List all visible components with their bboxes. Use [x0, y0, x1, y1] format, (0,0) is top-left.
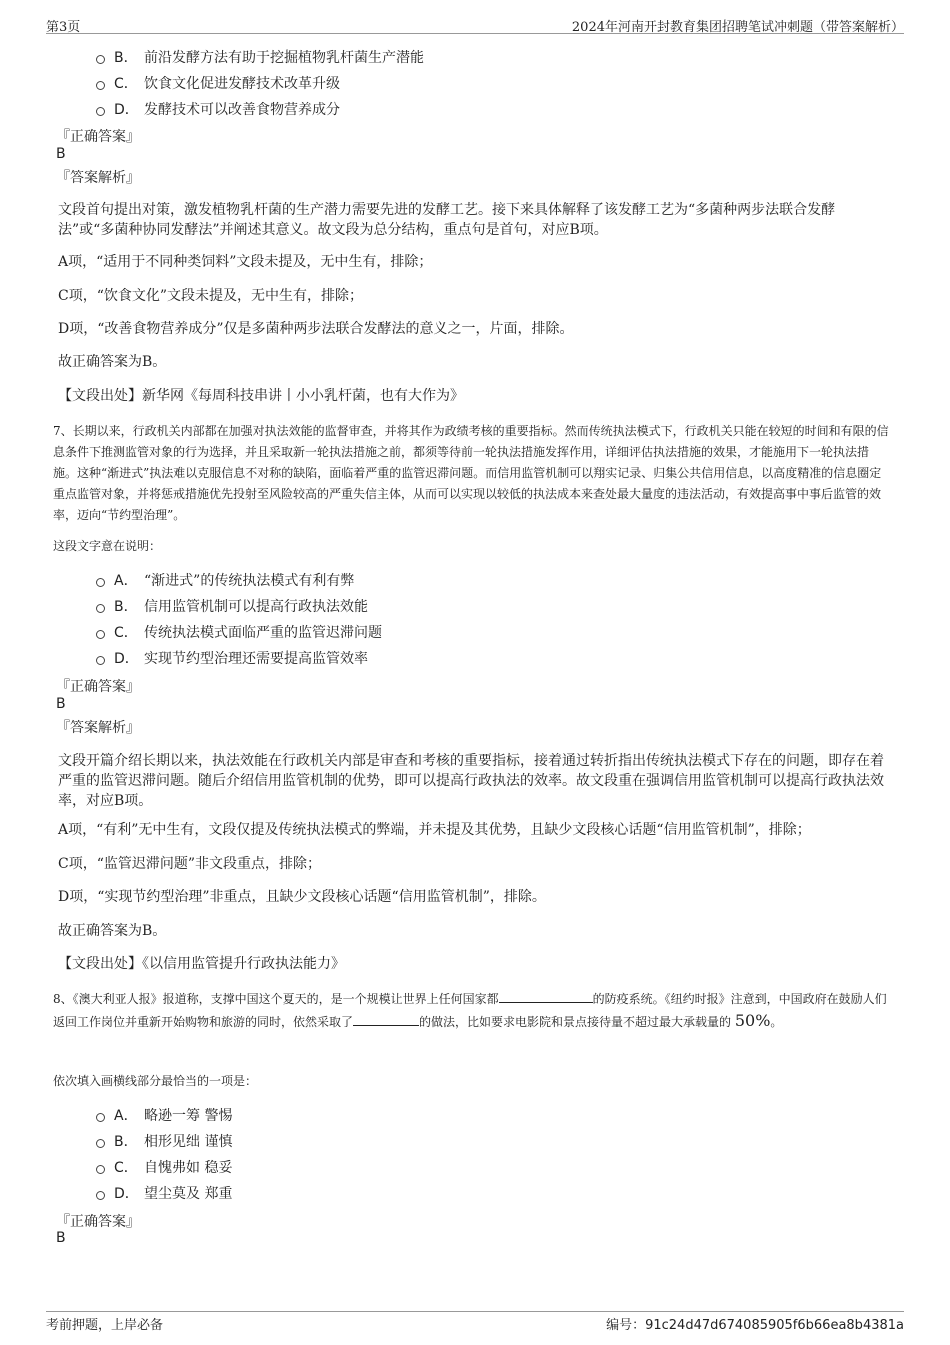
- q7-answer: B: [56, 696, 66, 712]
- option-text: 传统执法模式面临严重的监管迟滞问题: [144, 625, 382, 641]
- q7-analysis-paragraph: C项，“监管迟滞问题”非文段重点，排除；: [58, 856, 322, 872]
- option-text: 相形见绌 谨慎: [144, 1134, 233, 1150]
- q8-text-part: 的做法，比如要求电影院和景点接待量不超过最大承载量的: [419, 1015, 732, 1029]
- q7-lead: 这段文字意在说明：: [53, 539, 162, 553]
- code-label: 编号：: [606, 1318, 646, 1333]
- q8-text-part: 8、《澳大利亚人报》报道称，支撑中国这个夏天的，是一个规模让世界上任何国家都: [53, 992, 499, 1006]
- q8-text-part: 。: [770, 1015, 783, 1029]
- option-letter: D．: [114, 1186, 139, 1202]
- q7-answer-label: 『正确答案』: [56, 679, 140, 695]
- radio-icon[interactable]: [96, 656, 105, 665]
- q6-option-b[interactable]: [96, 46, 424, 68]
- radio-icon[interactable]: [96, 1165, 105, 1174]
- document-code: [606, 1314, 904, 1333]
- footer-slogan: 考前押题，上岸必备: [46, 1318, 164, 1333]
- q7-source: 【文段出处】《以信用监管提升行政执法能力》: [58, 956, 345, 972]
- q6-analysis-paragraph: C项，“饮食文化”文段未提及，无中生有，排除；: [58, 288, 364, 304]
- option-text: “渐进式”的传统执法模式有利有弊: [144, 573, 355, 589]
- q8-option-c[interactable]: [96, 1156, 232, 1178]
- q6-option-d[interactable]: [96, 98, 340, 120]
- q8-answer: B: [56, 1230, 66, 1246]
- percent-value: 50%: [734, 1011, 771, 1030]
- q8-lead: 依次填入画横线部分最恰当的一项是：: [53, 1074, 258, 1088]
- q7-analysis-paragraph: 故正确答案为B。: [58, 923, 167, 939]
- fill-blank-2[interactable]: [353, 1012, 419, 1026]
- q7-analysis-paragraph: D项，“实现节约型治理”非重点，且缺少文段核心话题“信用监管机制”，排除。: [58, 889, 546, 905]
- option-letter: D．: [114, 651, 139, 667]
- option-letter: C．: [114, 1160, 138, 1176]
- q6-analysis-paragraph: 故正确答案为B。: [58, 354, 167, 370]
- q7-option-a[interactable]: [96, 569, 354, 591]
- q6-analysis-paragraph: 文段首句提出对策，激发植物乳杆菌的生产潜力需要先进的发酵工艺。接下来具体解释了该发酵工艺为“多菌种两步法联合发酵法”或“多菌种协同发酵法”并阐述其意义。故文段为总分结构，重点句是首句，对应B项。: [58, 202, 836, 238]
- option-letter: B．: [114, 1134, 138, 1150]
- option-text: 发酵技术可以改善食物营养成分: [144, 102, 340, 118]
- option-letter: D．: [114, 102, 139, 118]
- radio-icon[interactable]: [96, 578, 105, 587]
- q7-analysis-paragraph: 文段开篇介绍长期以来，执法效能在行政机关内部是审查和考核的重要指标，接着通过转折指出传统执法模式下存在的问题，即存在着严重的监管迟滞问题。随后介绍信用监管机制的优势，即可以提高行政执法的效率。故文段重在强调信用监管机制可以提高行政执法效率，对应B项。: [58, 753, 884, 809]
- option-letter: B．: [114, 599, 138, 615]
- q8-question-text: [53, 989, 892, 1033]
- q8-option-a[interactable]: [96, 1104, 232, 1126]
- q8-option-d[interactable]: [96, 1182, 232, 1204]
- q7-option-b[interactable]: [96, 595, 368, 617]
- q6-option-c[interactable]: [96, 72, 340, 94]
- document-title: 2024年河南开封教育集团招聘笔试冲刺题（带答案解析）: [571, 20, 904, 35]
- option-letter: B．: [114, 50, 138, 66]
- q8-answer-label: 『正确答案』: [56, 1214, 140, 1230]
- q6-analysis-paragraph: A项，“适用于不同种类饲料”文段未提及，无中生有，排除；: [58, 254, 433, 270]
- radio-icon[interactable]: [96, 55, 105, 64]
- code-value: 91c24d47d674085905f6b66ea8b4381a: [645, 1318, 904, 1333]
- radio-icon[interactable]: [96, 1113, 105, 1122]
- radio-icon[interactable]: [96, 81, 105, 90]
- option-text: 自愧弗如 稳妥: [144, 1160, 233, 1176]
- option-text: 信用监管机制可以提高行政执法效能: [144, 599, 368, 615]
- q8-text-part: 的防疫系统。《纽约时报》注意到，中国政府在鼓励人们返回工作岗位并重新开始购物和旅游的同时，依然采取了: [53, 992, 887, 1029]
- q8-option-b[interactable]: [96, 1130, 232, 1152]
- option-text: 实现节约型治理还需要提高监管效率: [144, 651, 368, 667]
- option-text: 略逊一筹 警惕: [144, 1108, 233, 1124]
- q6-source: 【文段出处】新华网《每周科技串讲丨小小乳杆菌，也有大作为》: [58, 388, 464, 404]
- footer-divider: [46, 1311, 904, 1312]
- q7-question-text: 7、长期以来，行政机关内部都在加强对执法效能的监督审查，并将其作为政绩考核的重要指标。然而传统执法模式下，行政机关只能在较短的时间和有限的信息条件下推测监管对象的行为选择，并且采取新一轮执法措施之前，都须等待前一轮执法措施发挥作用，详细评估执法措施的效果，才能施用下一轮执法措施。这种“渐进式”执法难以克服信息不对称的缺陷，面临着严重的监管迟滞问题。而信用监管机制可以翔实记录、归集公共信用信息，以高度精准的信息圈定重点监管对象，并将惩戒措施优先投射至风险较高的严重失信主体，从而可以实现以较低的执法成本来查处最大量度的违法活动，有效提高事中事后监管的效率，迈向“节约型治理”。: [53, 424, 889, 522]
- q6-analysis-label: 『答案解析』: [56, 170, 140, 186]
- q6-answer: B: [56, 146, 66, 162]
- option-text: 饮食文化促进发酵技术改革升级: [144, 76, 340, 92]
- radio-icon[interactable]: [96, 1139, 105, 1148]
- option-letter: C．: [114, 76, 138, 92]
- radio-icon[interactable]: [96, 107, 105, 116]
- q6-answer-label: 『正确答案』: [56, 129, 140, 145]
- radio-icon[interactable]: [96, 630, 105, 639]
- option-letter: C．: [114, 625, 138, 641]
- q6-analysis-paragraph: D项，“改善食物营养成分”仅是多菌种两步法联合发酵法的意义之一，片面，排除。: [58, 321, 574, 337]
- q7-analysis-paragraph: A项，“有利”无中生有，文段仅提及传统执法模式的弊端，并未提及其优势，且缺少文段核心话题“信用监管机制”，排除；: [58, 822, 811, 838]
- option-letter: A．: [114, 1108, 138, 1124]
- q7-option-c[interactable]: [96, 621, 382, 643]
- header-divider: [46, 33, 904, 34]
- radio-icon[interactable]: [96, 1191, 105, 1200]
- q7-analysis-label: 『答案解析』: [56, 720, 140, 736]
- radio-icon[interactable]: [96, 604, 105, 613]
- q7-option-d[interactable]: [96, 647, 368, 669]
- fill-blank-1[interactable]: [499, 989, 593, 1003]
- option-text: 望尘莫及 郑重: [144, 1186, 233, 1202]
- page-number: 第3页: [46, 20, 81, 35]
- option-text: 前沿发酵方法有助于挖掘植物乳杆菌生产潜能: [144, 50, 424, 66]
- option-letter: A．: [114, 573, 138, 589]
